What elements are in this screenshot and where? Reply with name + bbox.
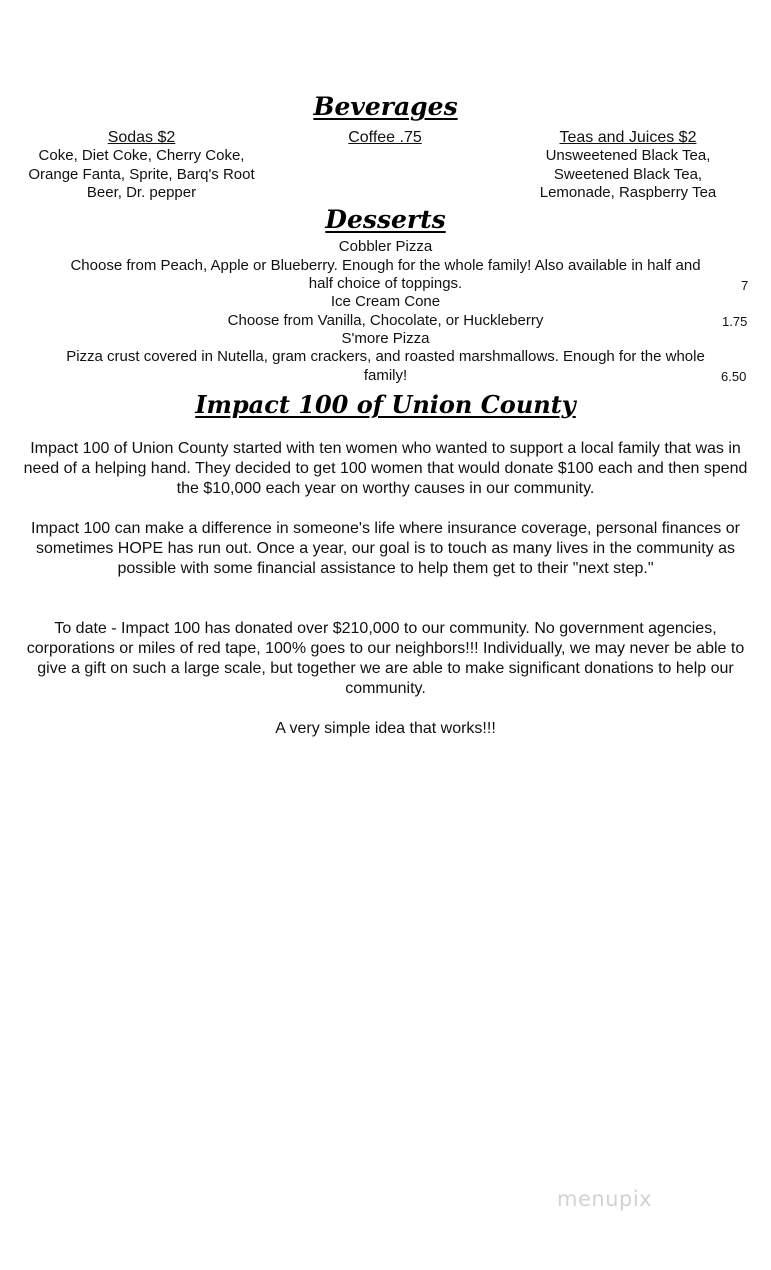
- sodas-line: Coke, Diet Coke, Cherry Coke,: [38, 147, 245, 164]
- impact-paragraph: Impact 100 can make a difference in someone's life where insurance coverage, personal finances or sometimes HOPE has run out. Once a year, our goal is to touch as many lives in the community as possible with some financial assistance to help them get to their "next step.": [31, 520, 740, 577]
- dessert-description: family!: [363, 367, 408, 384]
- teas-line: Unsweetened Black Tea,: [545, 147, 711, 164]
- menupix-watermark: menupix: [557, 1187, 653, 1211]
- dessert-price: 6.50: [721, 369, 747, 384]
- dessert-description: Choose from Peach, Apple or Blueberry. Enough for the whole family! Also available in half and: [70, 257, 701, 274]
- dessert-name: Ice Cream Cone: [330, 293, 441, 310]
- desserts-heading: Desserts: [325, 205, 446, 234]
- impact-paragraph: Impact 100 of Union County started with ten women who wanted to support a local family that was in need of a helping hand. They decided to get 100 women that would donate $100 each and then spend the $10,000 each year on worthy causes in our community.: [23, 440, 748, 497]
- teas-line: Sweetened Black Tea,: [553, 165, 703, 183]
- dessert-description: Pizza crust covered in Nutella, gram crackers, and roasted marshmallows. Enough for the whole: [66, 348, 705, 365]
- impact-paragraph: To date - Impact 100 has donated over $210,000 to our community. No government agencies, corporations or miles of red tape, 100% goes to our neighbors!!! Individually, we may never be able to give a gift on such a large scale, but together we are able to make significant donations to help our community.: [26, 620, 745, 697]
- sodas-line: Beer, Dr. pepper: [86, 184, 197, 201]
- sodas-line: Orange Fanta, Sprite, Barq's Root: [28, 165, 255, 183]
- sodas-title: Sodas $2: [107, 129, 176, 146]
- teas-title: Teas and Juices $2: [559, 129, 697, 146]
- coffee-column: [300, 128, 470, 147]
- dessert-name: Cobbler Pizza: [338, 238, 433, 255]
- teas-line: Lemonade, Raspberry Tea: [539, 184, 717, 201]
- impact-heading: Impact 100 of Union County: [195, 390, 576, 419]
- dessert-description: half choice of toppings.: [308, 275, 463, 292]
- teas-column: [512, 128, 744, 203]
- impact-tagline: A very simple idea that works!!!: [275, 720, 496, 737]
- coffee-title: Coffee .75: [348, 129, 422, 146]
- dessert-price: 7: [741, 278, 749, 293]
- dessert-name: S'more Pizza: [341, 330, 430, 347]
- beverages-heading: Beverages: [313, 92, 458, 121]
- dessert-price: 1.75: [722, 314, 748, 329]
- sodas-column: [10, 128, 273, 203]
- dessert-description: Choose from Vanilla, Chocolate, or Huckleberry: [227, 312, 544, 329]
